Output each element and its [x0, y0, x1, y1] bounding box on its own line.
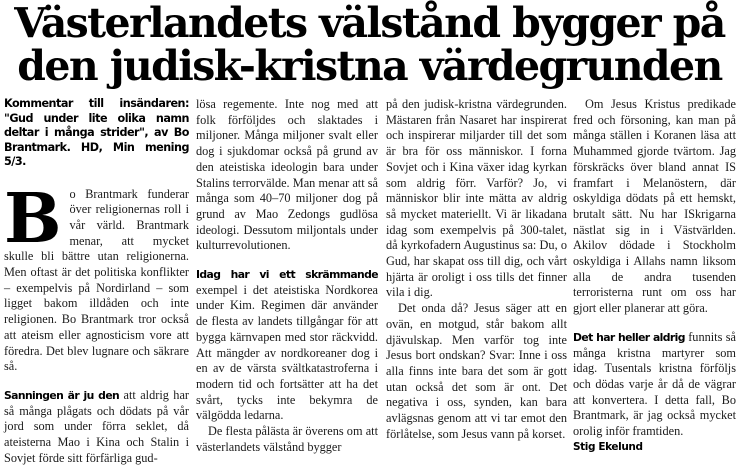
- paragraph-text: på den judisk-kristna värdegrunden. Mästaren från Nasaret har inspirerat och inspirerar miljarder till det som är bra för oss människor. I forna Sovjet och i Kina växer idag kyrkan som aldrig förr. Varför? Jo, vi människor blir inte mätta av aldrig så mycket materiellt. Vi är likadana idag som exempelvis på 300-talet, då kyrkofadern Augustinus sa: Du, o Gud, har skapat oss till dig, och vårt hjärta är oroligt i oss tills det finner vila i dig.: [386, 97, 567, 300]
- article-intro: Kommentar till insändaren: "Gud under lite olika namn deltar i många strider", av Bo Brantmark. HD, Min mening 5/3.: [4, 97, 189, 168]
- article-column-2: [196, 97, 378, 455]
- paragraph-text: Om Jesus Kristus predikade fred och försoning, kan man på många ställen i Koranen läsa att Muhammed gjorde tvärtom. Jag förskräcks över bland annat IS framfart i Melanöstern, där oskyldiga dödats på ett hemskt, brutalt sätt. Nu har ISkrigarna nästlat sig in i Västvärlden. Akilov dödade i Stockholm oskyldiga i Allahs namn liksom alla de andra tusenden terroristerna runt om oss har gjort eller planerar att göra.: [573, 97, 736, 316]
- article-paragraph: [196, 424, 378, 455]
- article-paragraph: [386, 97, 567, 301]
- article-column-4: [573, 97, 736, 455]
- article-paragraph: [573, 330, 736, 440]
- paragraph-text: o Brantmark funderar över religionernas roll i vår värld. Brantmark menar, att mycket skulle bli bättre utan religionerna. Men oftast är det politiska konflikter – exempelvis på Nordirland – som ligget bakom illdåden och inte religionen. Bo Brantmark tror också att ateism eller agnosticism vore att föredra. Det blev lugnare och säkrare så.: [4, 186, 189, 374]
- drop-cap: B: [4, 178, 62, 259]
- author-signature: Stig Ekelund: [573, 440, 643, 453]
- article-paragraph: [196, 267, 378, 424]
- paragraph-lead: Det har heller aldrig: [573, 330, 685, 344]
- article-headline: [0, 0, 739, 88]
- article-paragraph: [196, 97, 378, 254]
- article-paragraph: [4, 178, 189, 375]
- paragraph-text: funnits så många kristna martyrer som idag. Tusentals kristna förföljs och dödas varje år då de vägrar att konvertera. I detta fall, Bo Brantmark, är jag också mycket orolig inför framtiden.: [573, 329, 736, 439]
- headline-line-1: Västerlandets välstånd bygger på: [14, 0, 725, 47]
- paragraph-text: att aldrig har så många plågats och dödats på vår jord som under förra seklet, då ateisterna Mao i Kina och Stalin i Sovjet förde sitt förfärliga gud-: [4, 387, 189, 465]
- article-paragraph: [573, 97, 736, 317]
- headline-line-2: den judisk-kristna värdegrunden: [17, 42, 722, 90]
- paragraph-lead: Sanningen är ju den: [4, 388, 120, 402]
- article-column-1: [4, 97, 189, 466]
- paragraph-text: lösa regemente. Inte nog med att folk förföljdes och slaktades i miljoner. Många miljoner svalt eller dog i sjukdomar också på grund av den ateistiska ideologin bara under Stalins terrorvälde. Man menar att så många som 40–70 miljoner dog på grund av Mao Zedongs gudlösa ideologi. Dessutom miljontals under kulturrevolutionen.: [196, 97, 378, 253]
- paragraph-text: exempel i det ateistiska Nordkorea under Kim. Regimen där använder de flesta av landets tillgångar för att bygga kärnvapen med stor räckvidd. Att mängder av nordkoreaner dog i en av de värsta svältkatastroferna i modern tid och fortsätter att ha det svårt, tycks inte bekymra de välgödda ledarna.: [196, 282, 378, 423]
- paragraph-text: De flesta pålästa är överens om att västerlandets välstånd bygger: [196, 424, 378, 454]
- paragraph-text: Det onda då? Jesus säger att en ovän, en motgud, står bakom allt djävulskap. Men varför tog inte Jesus bort ondskan? Svar: Inne i oss alla finns inte bara det som är gott utan också det som är ont. Det negativa i oss, synden, kan bara avlägsnas genom att vi tar emot den förlåtelse, som Jesus vann på korset.: [386, 301, 567, 441]
- paragraph-lead: Idag har vi ett skrämmande: [196, 268, 378, 282]
- article-paragraph: [386, 301, 567, 442]
- article-paragraph: [4, 388, 189, 466]
- article-column-3: [386, 97, 567, 442]
